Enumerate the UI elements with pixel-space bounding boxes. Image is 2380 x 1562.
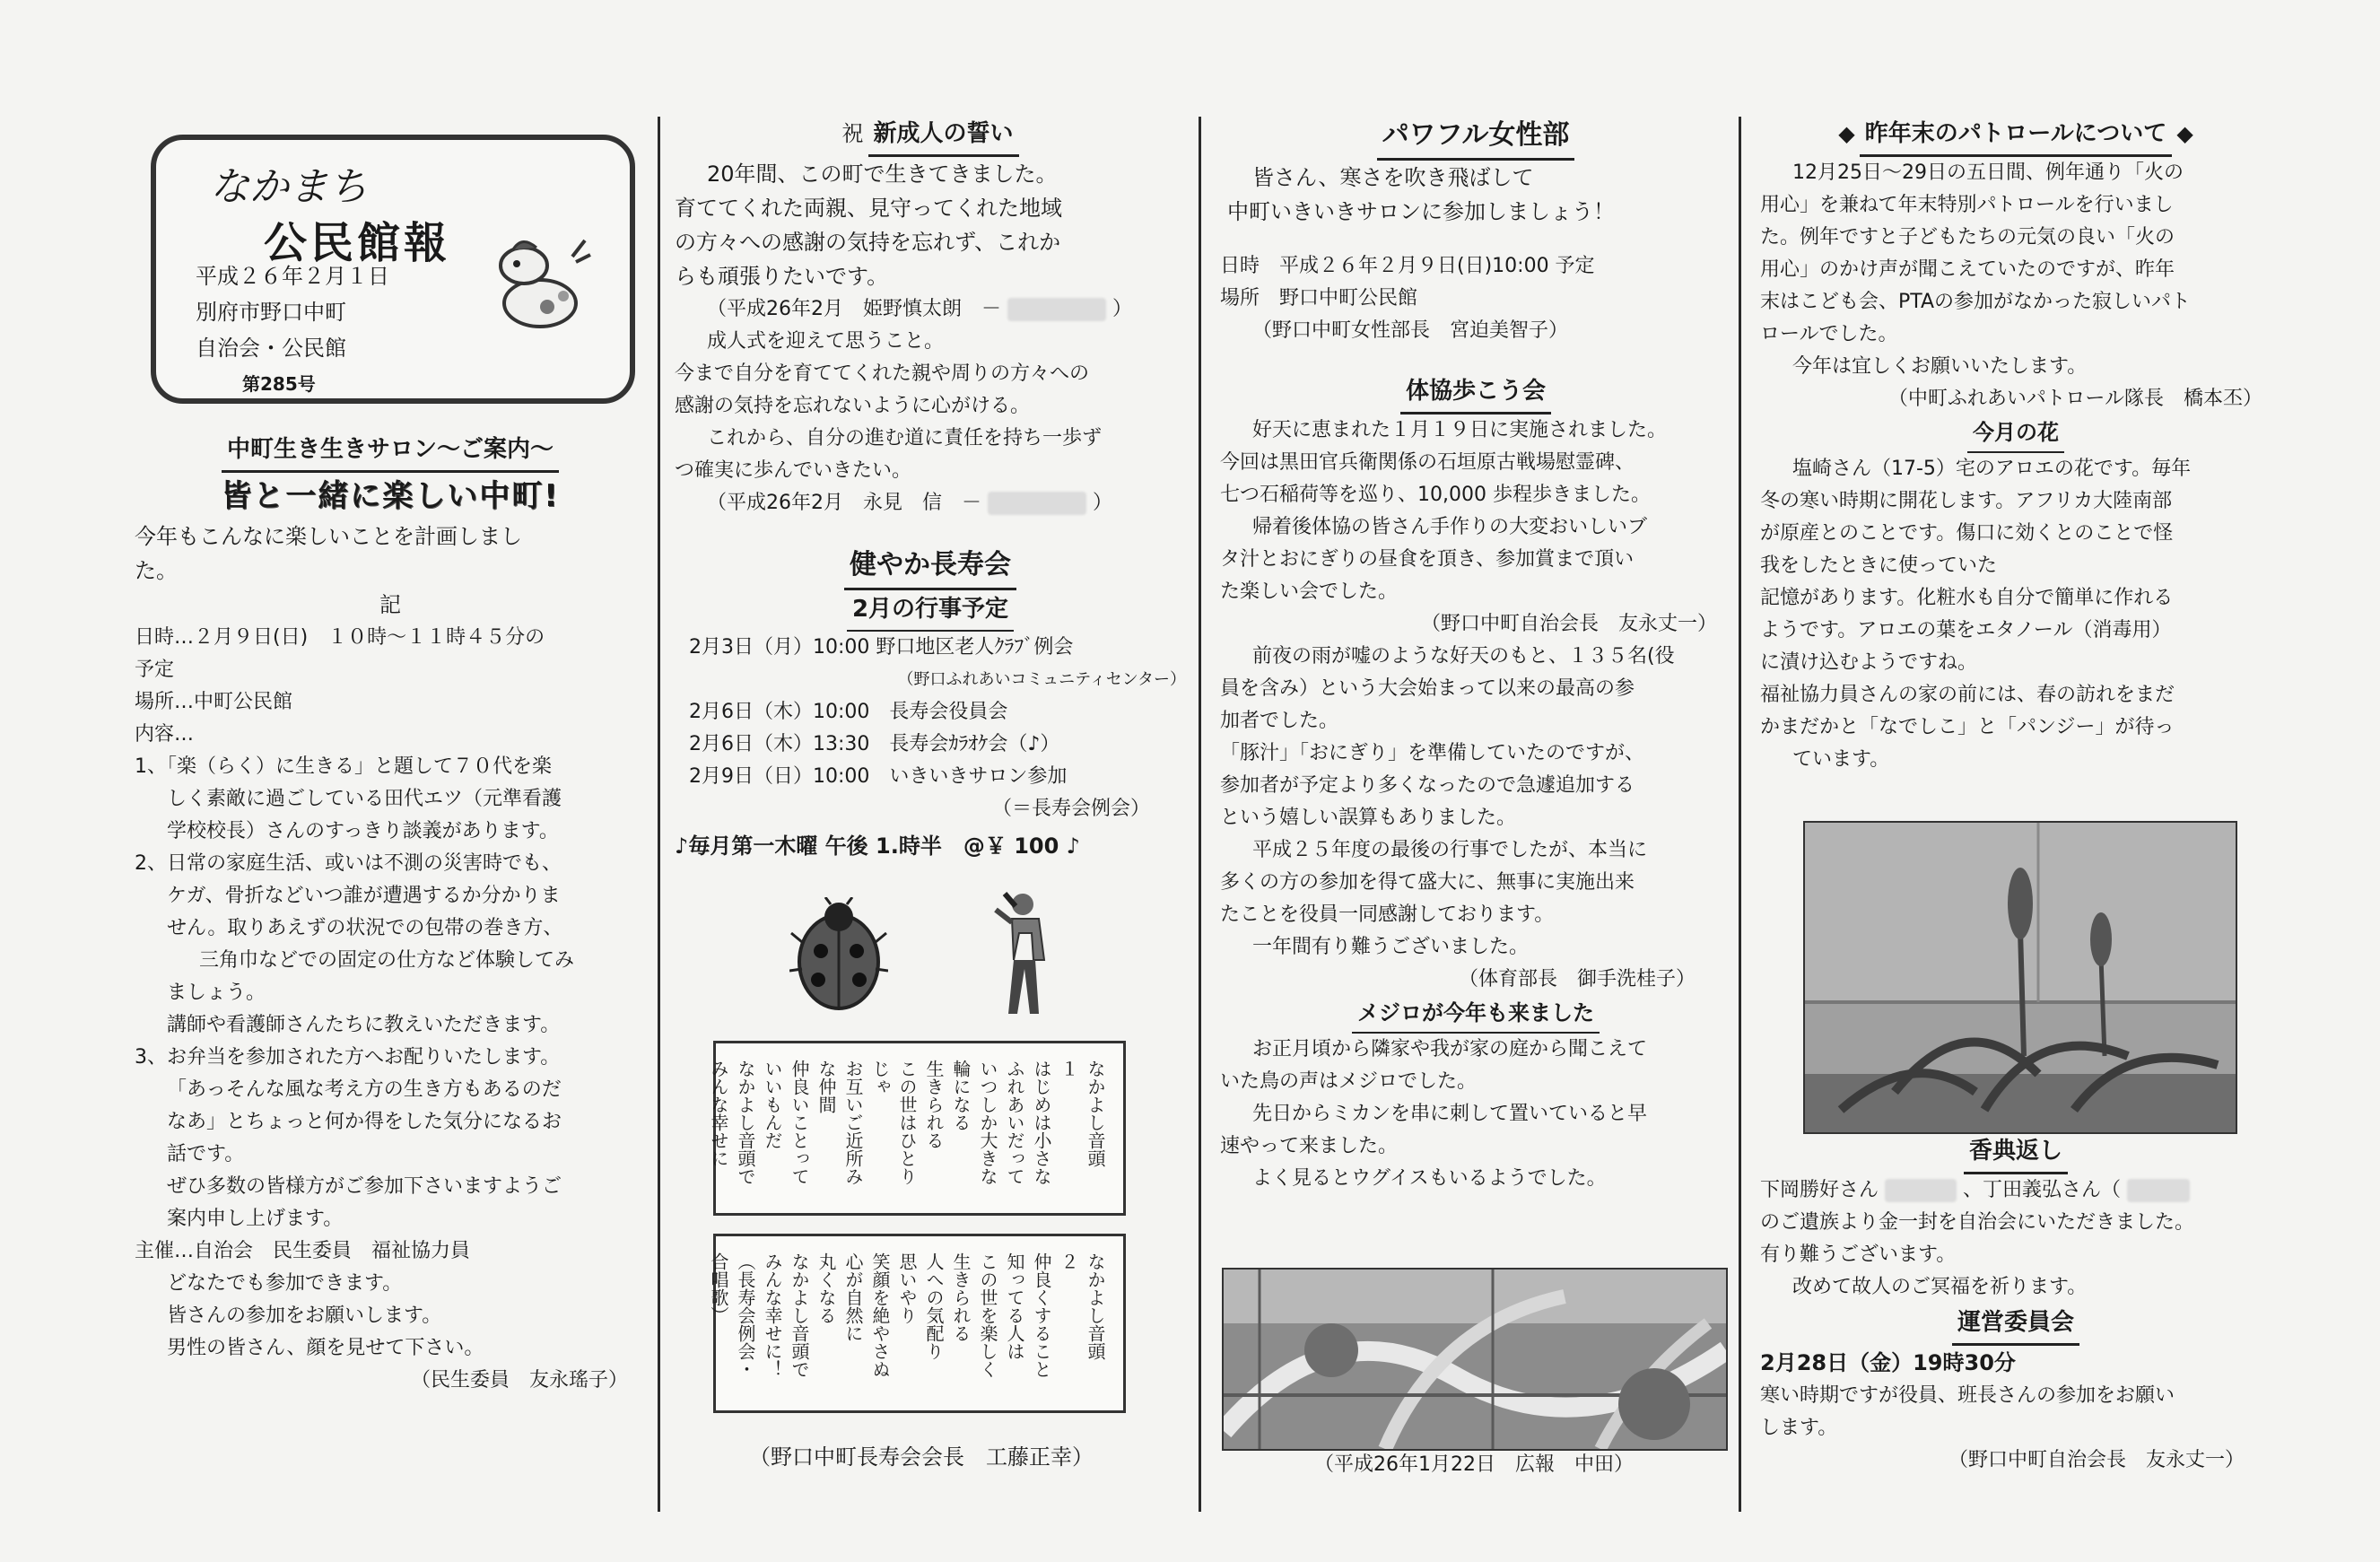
poem-line: （長寿会例会・合唱歌） xyxy=(708,1252,756,1378)
patrol-line: 今年は宜しくお願いいたします。 xyxy=(1792,355,2088,378)
masthead-issue: 第285号 xyxy=(242,373,316,395)
salon-text-line: 男性の皆さん、顔を見せて下さい。 xyxy=(167,1337,484,1359)
flower-line: が原産とのことです。傷口に効くとのことで怪 xyxy=(1760,522,2174,545)
salon-text-line: 日時…２月９日(日) １０時～１１時４５分の xyxy=(135,626,545,649)
salon-text-line: 場所…中町公民館 xyxy=(135,691,293,713)
salon-intro-line: 今年もこんなに楽しいことを計画しまし xyxy=(135,524,522,549)
flower-line: ようです。アロエの葉をエタノール（消毒用） xyxy=(1760,619,2172,641)
walk-line: 参加者が予定より多くなったので急遽追加する xyxy=(1220,774,1635,797)
mejiro-line: いた鳥の声はメジロでした。 xyxy=(1220,1070,1478,1093)
walk-line: 一年間有り難うございました。 xyxy=(1252,936,1530,958)
new-adults-line: 感謝の気持を忘れないように心がける。 xyxy=(675,395,1031,417)
patrol-line: ロールでした。 xyxy=(1760,323,1898,345)
poem-line: なかよし音頭で xyxy=(735,1060,756,1185)
patrol-line: た。例年ですと子どもたちの元気の良い「火の xyxy=(1760,226,2175,249)
redacted-text xyxy=(2127,1179,2190,1202)
poem-line: ふれあいだって xyxy=(1004,1060,1025,1185)
koden-heading: 香典返し xyxy=(1964,1132,2068,1174)
poem-line: 人への気配り xyxy=(923,1252,945,1360)
walk-line: という嬉しい誤算もありました。 xyxy=(1220,807,1517,829)
poem-box-2 xyxy=(708,1234,1126,1413)
womens-line: 皆さん、寒さを吹き飛ばして xyxy=(1252,165,1534,190)
walk-line: 前夜の雨が嘘のような好天のもと、１３５名(役 xyxy=(1252,645,1675,668)
salon-text-line: 予定 xyxy=(135,659,175,681)
flower-line: かまだかと「なでしこ」と「パンジー」が待っ xyxy=(1760,716,2175,738)
column-womens-sports xyxy=(1220,115,1731,1195)
walk-line: た楽しい会でした。 xyxy=(1220,580,1399,603)
koden-line: 有り難うございます。 xyxy=(1760,1243,1957,1266)
patrol-line: 用心」のかけ声が聞こえていたのですが、昨年 xyxy=(1760,258,2175,281)
new-adults-line: の方々への感謝の気持を忘れず、これか xyxy=(675,230,1061,255)
schedule-item: 2月6日（木）10:00 長寿会役員会 xyxy=(689,701,1008,723)
column-patrol xyxy=(1760,115,2271,776)
committee-datetime: 2月28日（金）19時30分 xyxy=(1760,1350,2016,1375)
salon-text-line: 「あっそんな風な考え方の生き方もあるのだ xyxy=(167,1078,562,1101)
salon-text-line: 講師や看護師さんたちに教えいただきます。 xyxy=(167,1014,561,1036)
salon-text-line: 話です。 xyxy=(167,1143,245,1165)
womens-place: 場所 野口中町公民館 xyxy=(1220,287,1418,310)
patrol-line: 末はこども会、PTAの参加がなかった寂しいパト xyxy=(1760,291,2191,313)
new-adults-line: これから、自分の進む道に責任を持ち一歩ず xyxy=(707,427,1103,449)
singer-icon xyxy=(969,888,1068,1023)
salon-heading: 中町生き生きサロン～ご案内～ xyxy=(222,431,559,473)
walk-line: たことを役員一同感謝しております。 xyxy=(1220,903,1555,926)
salon-text-line: 内容… xyxy=(135,723,195,746)
diamond-icon: ◆ xyxy=(1838,121,1855,146)
poem-line: 思いやり xyxy=(896,1252,918,1324)
schedule-item: 2月6日（木）13:30 長寿会ｶﾗｵｹ会（♪） xyxy=(689,733,1060,755)
poem-line: 心が自然に xyxy=(842,1252,864,1342)
walk-line: 七つ石稲荷等を巡り、10,000 歩程歩きました。 xyxy=(1220,484,1651,506)
masthead-date: 平成２６年２月１日 xyxy=(196,264,389,289)
poem-line: 生きられる xyxy=(923,1060,945,1149)
flower-line: 塩崎さん（17-5）宅のアロエの花です。毎年 xyxy=(1792,458,2192,480)
poem-line: １ xyxy=(1058,1060,1079,1078)
salon-text-line: どなたでも参加できます。 xyxy=(167,1272,403,1295)
poem-line: 丸くなる xyxy=(815,1252,837,1324)
womens-signature: （野口中町女性部長 宮迫美智子） xyxy=(1252,319,1569,342)
poem-line: 仲良いことって xyxy=(789,1060,810,1185)
patrol-line: 12月25日～29日の五日間、例年通り「火の xyxy=(1792,161,2184,184)
committee-line: 寒い時期ですが役員、班長さんの参加をお願い xyxy=(1760,1384,2175,1407)
column-notices xyxy=(1760,1132,2271,1477)
poem-line: なかよし音頭 xyxy=(1085,1060,1106,1167)
walk-signature: （野口中町自治会長 友永丈一） xyxy=(1420,613,1717,635)
redacted-text xyxy=(1885,1179,1957,1202)
mejiro-line: お正月頃から隣家や我が家の庭から聞こえて xyxy=(1252,1038,1648,1060)
mejiro-line: 速やって来ました。 xyxy=(1220,1135,1399,1157)
ladybug-icon xyxy=(789,897,888,1014)
new-adults-line: 成人式を迎えて思うこと。 xyxy=(707,330,945,353)
new-adult-signature: （平成26年2月 永見 信 － xyxy=(707,492,981,514)
salon-text-line: 3、お弁当を参加された方へお配りいたします。 xyxy=(135,1046,561,1069)
salon-text-line: ぜひ多数の皆様方がご参加下さいますようご xyxy=(167,1175,562,1198)
flower-line: 記憶があります。化粧水も自分で簡単に作れる xyxy=(1760,587,2174,609)
poem-line: なかよし音頭 xyxy=(1085,1252,1106,1360)
walk-line: 平成２５年度の最後の行事でしたが、本当に xyxy=(1252,839,1648,861)
womens-line: 中町いきいきサロンに参加しましょう！ xyxy=(1227,199,1615,224)
salon-text-line: しく素敵に過ごしている田代エツ（元準看護 xyxy=(167,788,562,810)
masthead-title-nakamachi: なかまち xyxy=(210,164,368,210)
column-new-adults xyxy=(675,115,1186,863)
new-adult-signature-end: ） xyxy=(1112,298,1133,320)
flower-line: 冬の寒い時期に開花します。アフリカ大陸南部 xyxy=(1760,490,2173,512)
schedule-heading: 2月の行事予定 xyxy=(847,590,1014,632)
committee-line: します。 xyxy=(1760,1417,1838,1439)
koden-line: 、丁田義弘さん（ xyxy=(1963,1179,2122,1201)
column-divider xyxy=(658,117,660,1512)
walk-line: 多くの方の参加を得て盛大に、無事に実施出来 xyxy=(1220,871,1635,894)
mejiro-line: 先日からミカンを串に刺して置いていると早 xyxy=(1252,1103,1648,1125)
walk-line: 今回は黒田官兵衛関係の石垣原古戦場慰霊碑、 xyxy=(1220,451,1635,474)
schedule-note: （＝長寿会例会） xyxy=(991,798,1150,820)
salon-text-line: 主催…自治会 民生委員 福祉協力員 xyxy=(135,1240,471,1262)
koden-line: 改めて故人のご冥福を祈ります。 xyxy=(1792,1276,2088,1298)
poem-box-1 xyxy=(708,1041,1126,1216)
salon-text-line: せん。取りあえずの状況での包帯の巻き方、 xyxy=(167,917,563,939)
redacted-text xyxy=(1007,298,1106,321)
committee-signature: （野口中町自治会長 友永丈一） xyxy=(1948,1449,2245,1471)
salon-ki: 記 xyxy=(379,592,401,617)
poem-line: お互いご近所みな仲間 xyxy=(815,1060,864,1185)
walk-line: 「豚汁」「おにぎり」を準備していたのですが、 xyxy=(1220,742,1645,764)
schedule-item: 2月3日（月）10:00 野口地区老人ｸﾗﾌﾞ例会 xyxy=(689,636,1074,659)
poem-line: みんな幸せに xyxy=(708,1060,729,1167)
masthead-address: 別府市野口中町 xyxy=(196,300,346,325)
koden-line: 下岡勝好さん xyxy=(1760,1179,1879,1201)
patrol-heading: 昨年末のパトロールについて xyxy=(1860,115,2172,157)
new-adults-line: 20年間、この町で生きてきました。 xyxy=(707,161,1058,187)
patrol-signature: （中町ふれあいパトロール隊長 橋本丕） xyxy=(1887,388,2262,410)
womens-datetime: 日時 平成２６年２月９日(日)10:00 予定 xyxy=(1220,255,1595,277)
column-divider xyxy=(1199,117,1201,1512)
poem-line: この世を楽しく xyxy=(977,1252,998,1378)
flower-line: に漬け込むようですね。 xyxy=(1760,651,1978,674)
poem-line: なかよし音頭で xyxy=(789,1252,810,1378)
masthead-org: 自治会・公民館 xyxy=(196,336,346,361)
mejiro-photo-caption: （平成26年1月22日 広報 中田） xyxy=(1314,1453,1634,1476)
committee-heading: 運営委員会 xyxy=(1952,1304,2079,1346)
poem-line: この世はひとりじゃ xyxy=(869,1060,918,1185)
masthead-box xyxy=(151,135,635,404)
poem-line: 知ってる人は xyxy=(1004,1252,1025,1360)
poem-line: いいもんだ xyxy=(762,1060,783,1149)
redacted-text xyxy=(988,492,1086,515)
column-salon xyxy=(135,431,646,1397)
salon-text-line: 皆さんの参加をお願いします。 xyxy=(167,1305,442,1327)
flower-heading: 今月の花 xyxy=(1967,415,2064,453)
flower-line: ています。 xyxy=(1792,748,1890,771)
salon-text-line: 学校校長）さんのすっきり談義があります。 xyxy=(167,820,559,842)
walk-line: 員を含み）という大会始まって以来の最高の参 xyxy=(1220,677,1635,700)
salon-text-line: なあ」とちょっと何か得をした気分になるお xyxy=(167,1111,562,1133)
celebration-mark: 祝 xyxy=(841,121,864,146)
new-adults-line: 今まで自分を育ててくれた親や周りの方々への xyxy=(675,362,1090,385)
mejiro-heading: メジロが今年も来ました xyxy=(1352,996,1600,1034)
new-adults-line: らも頑張りたいです。 xyxy=(675,264,889,289)
salon-slogan: 皆と一緒に楽しい中町! xyxy=(221,478,560,514)
flower-line: 我をしたときに使っていた xyxy=(1760,554,1998,577)
monthly-karaoke-note: ♪毎月第一木曜 午後 1.時半 @￥ 100 ♪ xyxy=(675,833,1080,859)
longevity-signature: （野口中町長寿会会長 工藤正幸） xyxy=(749,1444,1094,1470)
poem-line: 仲良くすること xyxy=(1031,1252,1052,1378)
poem-line: ２ xyxy=(1058,1252,1079,1270)
salon-text-line: ましょう。 xyxy=(167,982,266,1004)
schedule-venue: （野口ふれあいコミュニティセンター） xyxy=(897,670,1186,689)
salon-text-line: 三角巾などでの固定の仕方など体験してみ xyxy=(199,949,575,972)
poem-line: 笑顔を絶やさぬ xyxy=(869,1252,891,1378)
poem-line: はじめは小さな xyxy=(1031,1060,1052,1185)
poem-line: いつしか大きな xyxy=(977,1060,998,1185)
salon-text-line: 2、日常の家庭生活、或いは不測の災害時でも、 xyxy=(135,852,562,875)
poem-line: 生きられる xyxy=(950,1252,972,1342)
horse-mascot-icon xyxy=(486,230,594,337)
walk-heading: 体協歩こう会 xyxy=(1400,372,1551,414)
new-adults-heading: 新成人の誓い xyxy=(868,115,1019,157)
mejiro-photo xyxy=(1222,1268,1728,1451)
new-adults-line: つ確実に歩んでいきたい。 xyxy=(675,459,912,482)
schedule-item: 2月9日（日）10:00 いきいきサロン参加 xyxy=(689,765,1068,788)
walk-line: 好天に恵まれた１月１９日に実施されました。 xyxy=(1252,419,1668,441)
poem-line: みんな幸せに！ xyxy=(762,1252,783,1378)
masthead-title-bulletin: 公民館報 xyxy=(264,218,451,268)
salon-intro-line: た。 xyxy=(135,558,178,583)
column-divider xyxy=(1739,117,1741,1512)
patrol-line: 用心」を兼ねて年末特別パトロールを行いまし xyxy=(1760,194,2174,216)
new-adult-signature: （平成26年2月 姫野慎太朗 － xyxy=(707,298,1001,320)
walk-line: タ汁とおにぎりの昼食を頂き、参加賞まで頂い xyxy=(1220,548,1635,571)
diamond-icon: ◆ xyxy=(2176,121,2193,146)
womens-heading: パワフル女性部 xyxy=(1377,115,1575,161)
salon-text-line: 1、「楽（らく）に生きる」と題して７０代を楽 xyxy=(135,755,552,778)
longevity-heading: 健やか長寿会 xyxy=(844,545,1016,590)
walk-signature: （体育部長 御手洗桂子） xyxy=(1458,968,1696,990)
walk-line: 帰着後体協の皆さん手作りの大変おいしいブ xyxy=(1252,516,1648,538)
walk-line: 加者でした。 xyxy=(1220,710,1339,732)
koden-line: のご遺族より金一封を自治会にいただきました。 xyxy=(1760,1211,2195,1234)
salon-text-line: ケガ、骨折などいつ誰が遭遇するか分かりま xyxy=(167,885,561,907)
aloe-photo xyxy=(1803,821,2237,1134)
mejiro-line: よく見るとウグイスもいるようでした。 xyxy=(1252,1167,1607,1190)
salon-text-line: 案内申し上げます。 xyxy=(167,1208,344,1230)
flower-line: 福祉協力員さんの家の前には、春の訪れをまだ xyxy=(1760,684,2175,706)
poem-line: 輪になる xyxy=(950,1060,972,1131)
new-adults-line: 育ててくれた両親、見守ってくれた地域 xyxy=(675,196,1062,221)
new-adult-signature-end: ） xyxy=(1093,492,1113,514)
salon-signature: （民生委員 友永瑤子） xyxy=(410,1369,628,1392)
